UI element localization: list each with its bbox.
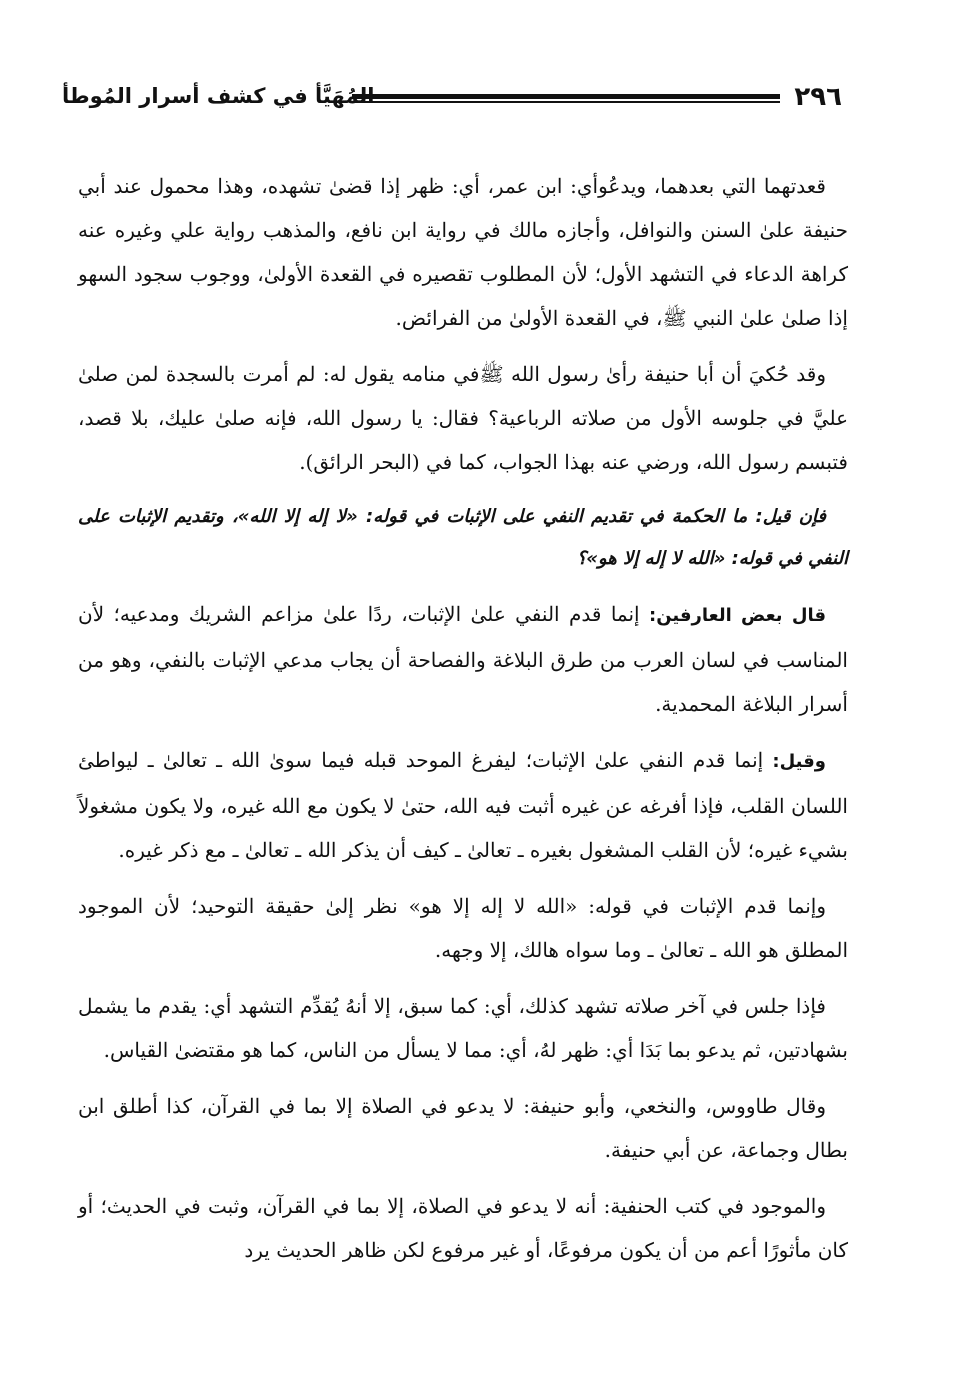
paragraph-text: وقال طاووس، والنخعي، وأبو حنيفة: لا يدعو في الصلاة إلا بما في القرآن، كذا أطلق ابن بطال وجماعة، عن أبي حنيفة. — [78, 1094, 848, 1162]
paragraph-lead: قال بعض العارفين: — [649, 605, 826, 626]
paragraph-text: فإذا جلس في آخر صلاته تشهد كذلك، أي: كما سبق، إلا أنهُ يُقدِّم التشهد أي: يقدم ما يشمل بشهادتين، ثم يدعو بما بَدَا أي: ظهر لهُ، أي: مما لا يسأل من الناس، كما هو مقتضىٰ القياس. — [78, 994, 848, 1062]
page-number: ٢٩٦ — [794, 82, 842, 112]
paragraph-text: والموجود في كتب الحنفية: أنه لا يدعو في الصلاة، إلا بما في القرآن، وثبت في الحديث؛ أو كان مأثورًا أعم من أن يكون مرفوعًا، أو غير مرفوع لكن ظاهر الحديث يرد — [78, 1194, 848, 1262]
paragraph-text: وقد حُكيَ أن أبا حنيفة رأىٰ رسول الله ﷺفي منامه يقول له: لم أمرت بالسجدة لمن صلىٰ عليَّ في جلوسه الأول من صلاته الرباعية؟ فقال: يا رسول الله، فإنه صلىٰ عليك، بلا قصد، فتبسم رسول الله، ورضي عنه بهذا الجواب، كما في (البحر الرائق). — [78, 362, 848, 474]
question-heading — [78, 496, 848, 580]
paragraph-8 — [78, 1084, 848, 1172]
running-title: المُهَيَّأ في كشف أسرار المُوطأ — [62, 84, 375, 108]
paragraph-answer-2 — [78, 738, 848, 872]
paragraph-9 — [78, 1184, 848, 1272]
paragraph-6 — [78, 884, 848, 972]
paragraph-answer-1 — [78, 592, 848, 726]
body-text — [78, 164, 848, 1284]
paragraph-text: إنما قدم النفي علىٰ الإثبات، ردًا علىٰ مزاعم الشريك ومدعيه؛ لأن المناسب في لسان العرب من طرق البلاغة والفصاحة أن يجاب مدعي الإثبات بالنفي، وهو من أسرار البلاغة المحمدية. — [78, 602, 848, 716]
paragraph-text: إنما قدم النفي علىٰ الإثبات؛ ليفرغ الموحد قبله فيما سوىٰ الله ـ تعالىٰ ـ ليواطئ اللسان القلب، فإذا أفرغه عن غيره أثبت فيه الله، حتىٰ لا يكون مع الله غيره، ولا يكون مشغولاً بشيء غيره؛ لأن القلب المشغول بغيره ـ تعالىٰ ـ كيف أن يذكر الله ـ تعالىٰ ـ مع ذكر غيره. — [78, 748, 848, 862]
paragraph-text: قعدتهما التي بعدهما، ويدعُوأي: ابن عمر، أي: ظهر إذا قضىٰ تشهده، وهذا محمول عند أبي حنيفة علىٰ السنن والنوافل، وأجازه مالك في رواية ابن نافع، والمذهب رواية علي وغيره عنه كراهة الدعاء في التشهد الأول؛ لأن المطلوب تقصيره في القعدة الأولىٰ، ووجوب سجود السهو إذا صلىٰ علىٰ النبي ﷺ، في القعدة الأولىٰ من الفرائض. — [78, 174, 848, 330]
header-rule — [352, 94, 780, 103]
paragraph-1 — [78, 164, 848, 340]
paragraph-7 — [78, 984, 848, 1072]
question-text: فإن قيل: ما الحكمة في تقديم النفي على الإثبات في قوله: «لا إله إلا الله»، وتقديم الإثبات على النفي في قوله: «الله لا إله إلا هو»؟ — [78, 506, 848, 569]
paragraph-text: وإنما قدم الإثبات في قوله: «الله لا إله إلا هو» نظر إلىٰ حقيقة التوحيد؛ لأن الموجود المطلق هو الله ـ تعالىٰ ـ وما سواه هالك، إلا وجهه. — [78, 894, 848, 962]
paragraph-lead: وقيل: — [772, 751, 826, 772]
paragraph-2 — [78, 352, 848, 484]
page-header — [62, 80, 842, 120]
